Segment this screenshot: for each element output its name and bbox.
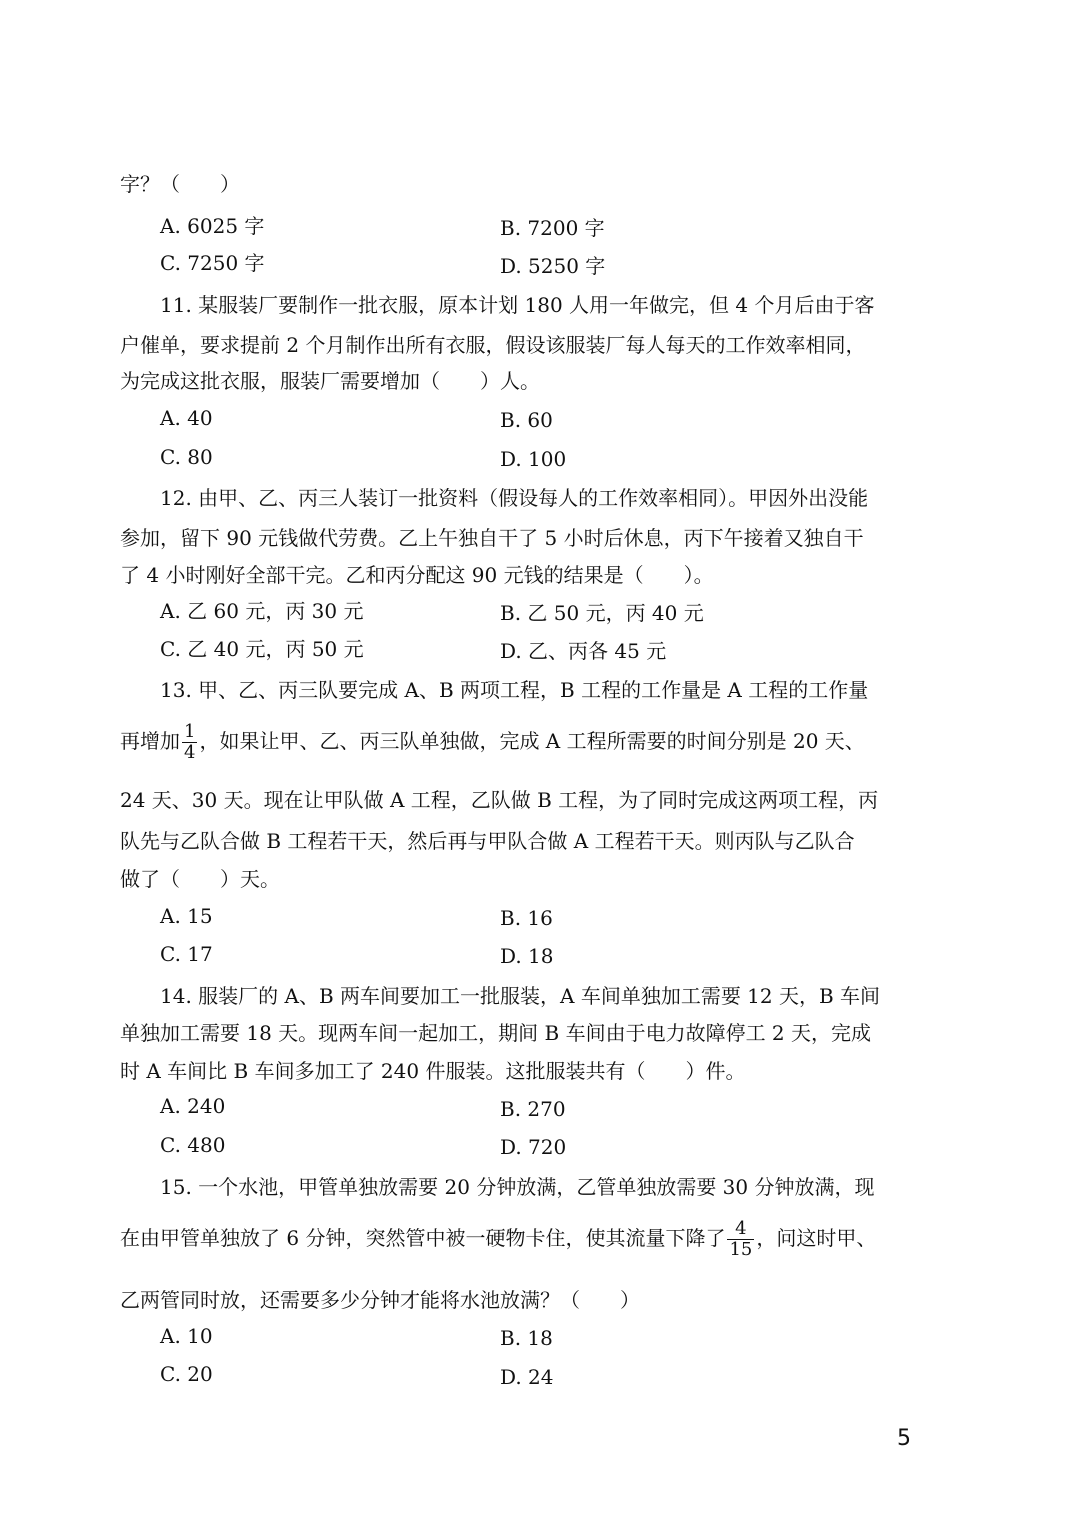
q13-option-b: B. 16	[500, 906, 553, 930]
q12-option-c: C. 乙 40 元，丙 50 元	[160, 637, 364, 661]
numerator: 4	[727, 1219, 754, 1240]
q13-option-a: A. 15	[160, 904, 213, 928]
q10-option-b: B. 7200 字	[500, 216, 605, 240]
q13-line: 24 天、30 天。现在让甲队做 A 工程，乙队做 B 工程，为了同时完成这两项工程，丙	[120, 788, 879, 812]
q10-option-a: A. 6025 字	[160, 214, 265, 238]
q15-option-c: C. 20	[160, 1362, 213, 1386]
q12-option-a: A. 乙 60 元，丙 30 元	[160, 599, 364, 623]
q10-option-c: C. 7250 字	[160, 251, 265, 275]
q11-line: 户催单，要求提前 2 个月制作出所有衣服，假设该服装厂每人每天的工作效率相同，	[120, 333, 866, 357]
q14-option-b: B. 270	[500, 1097, 566, 1121]
q10-tail: 字？（ ）	[120, 172, 240, 196]
q12-line: 了 4 小时刚好全部干完。乙和丙分配这 90 元钱的结果是（ ）。	[120, 563, 714, 587]
q12-option-d: D. 乙、丙各 45 元	[500, 639, 667, 663]
q11-option-b: B. 60	[500, 408, 553, 432]
text: ，如果让甲、乙、丙三队单独做，完成 A 工程所需要的时间分别是 20 天、	[199, 729, 865, 753]
text: 再增加	[120, 729, 180, 753]
q10-option-d: D. 5250 字	[500, 254, 606, 278]
q14-line: 时 A 车间比 B 车间多加工了 240 件服装。这批服装共有（ ）件。	[120, 1059, 746, 1083]
q11-option-d: D. 100	[500, 447, 567, 471]
q15-line: 乙两管同时放，还需要多少分钟才能将水池放满？（ ）	[120, 1288, 640, 1312]
q13-option-c: C. 17	[160, 942, 213, 966]
q15-line: 15. 一个水池，甲管单独放需要 20 分钟放满，乙管单独放需要 30 分钟放满，现	[160, 1175, 875, 1199]
q15-option-a: A. 10	[160, 1324, 213, 1348]
numerator: 1	[184, 721, 196, 742]
q11-option-a: A. 40	[160, 406, 213, 430]
q13-line: 队先与乙队合做 B 工程若干天，然后再与甲队合做 A 工程若干天。则丙队与乙队合	[120, 829, 855, 853]
fraction	[727, 1219, 754, 1260]
q13-option-d: D. 18	[500, 944, 554, 968]
q14-option-c: C. 480	[160, 1133, 226, 1157]
denominator: 4	[184, 742, 196, 763]
q13-line: 做了（ ）天。	[120, 867, 280, 891]
q11-option-c: C. 80	[160, 445, 213, 469]
denominator: 15	[729, 1239, 753, 1260]
q12-line: 12. 由甲、乙、丙三人装订一批资料（假设每人的工作效率相同）。甲因外出没能	[160, 486, 869, 510]
q14-option-a: A. 240	[160, 1094, 226, 1118]
q14-line: 14. 服装厂的 A、B 两车间要加工一批服装，A 车间单独加工需要 12 天，B 车间	[160, 984, 881, 1008]
q12-option-b: B. 乙 50 元，丙 40 元	[500, 601, 704, 625]
text: 在由甲管单独放了 6 分钟，突然管中被一硬物卡住，使其流量下降了	[120, 1226, 726, 1250]
q14-option-d: D. 720	[500, 1135, 567, 1159]
text: ，问这时甲、	[756, 1226, 877, 1250]
page-number: 5	[897, 1426, 911, 1451]
q15-option-d: D. 24	[500, 1365, 554, 1389]
q14-line: 单独加工需要 18 天。现两车间一起加工，期间 B 车间由于电力故障停工 2 天，完成	[120, 1021, 872, 1045]
q12-line: 参加，留下 90 元钱做代劳费。乙上午独自干了 5 小时后休息，丙下午接着又独自干	[120, 526, 864, 550]
q13-line: 13. 甲、乙、丙三队要完成 A、B 两项工程，B 工程的工作量是 A 工程的工作量	[160, 678, 869, 702]
fraction	[182, 722, 197, 763]
q13-line-with-fraction	[120, 722, 865, 763]
q15-option-b: B. 18	[500, 1326, 553, 1350]
q11-line: 11. 某服装厂要制作一批衣服，原本计划 180 人用一年做完，但 4 个月后由于客	[160, 293, 875, 317]
q15-line-with-fraction	[120, 1219, 876, 1260]
q11-line: 为完成这批衣服，服装厂需要增加（ ）人。	[120, 369, 540, 393]
